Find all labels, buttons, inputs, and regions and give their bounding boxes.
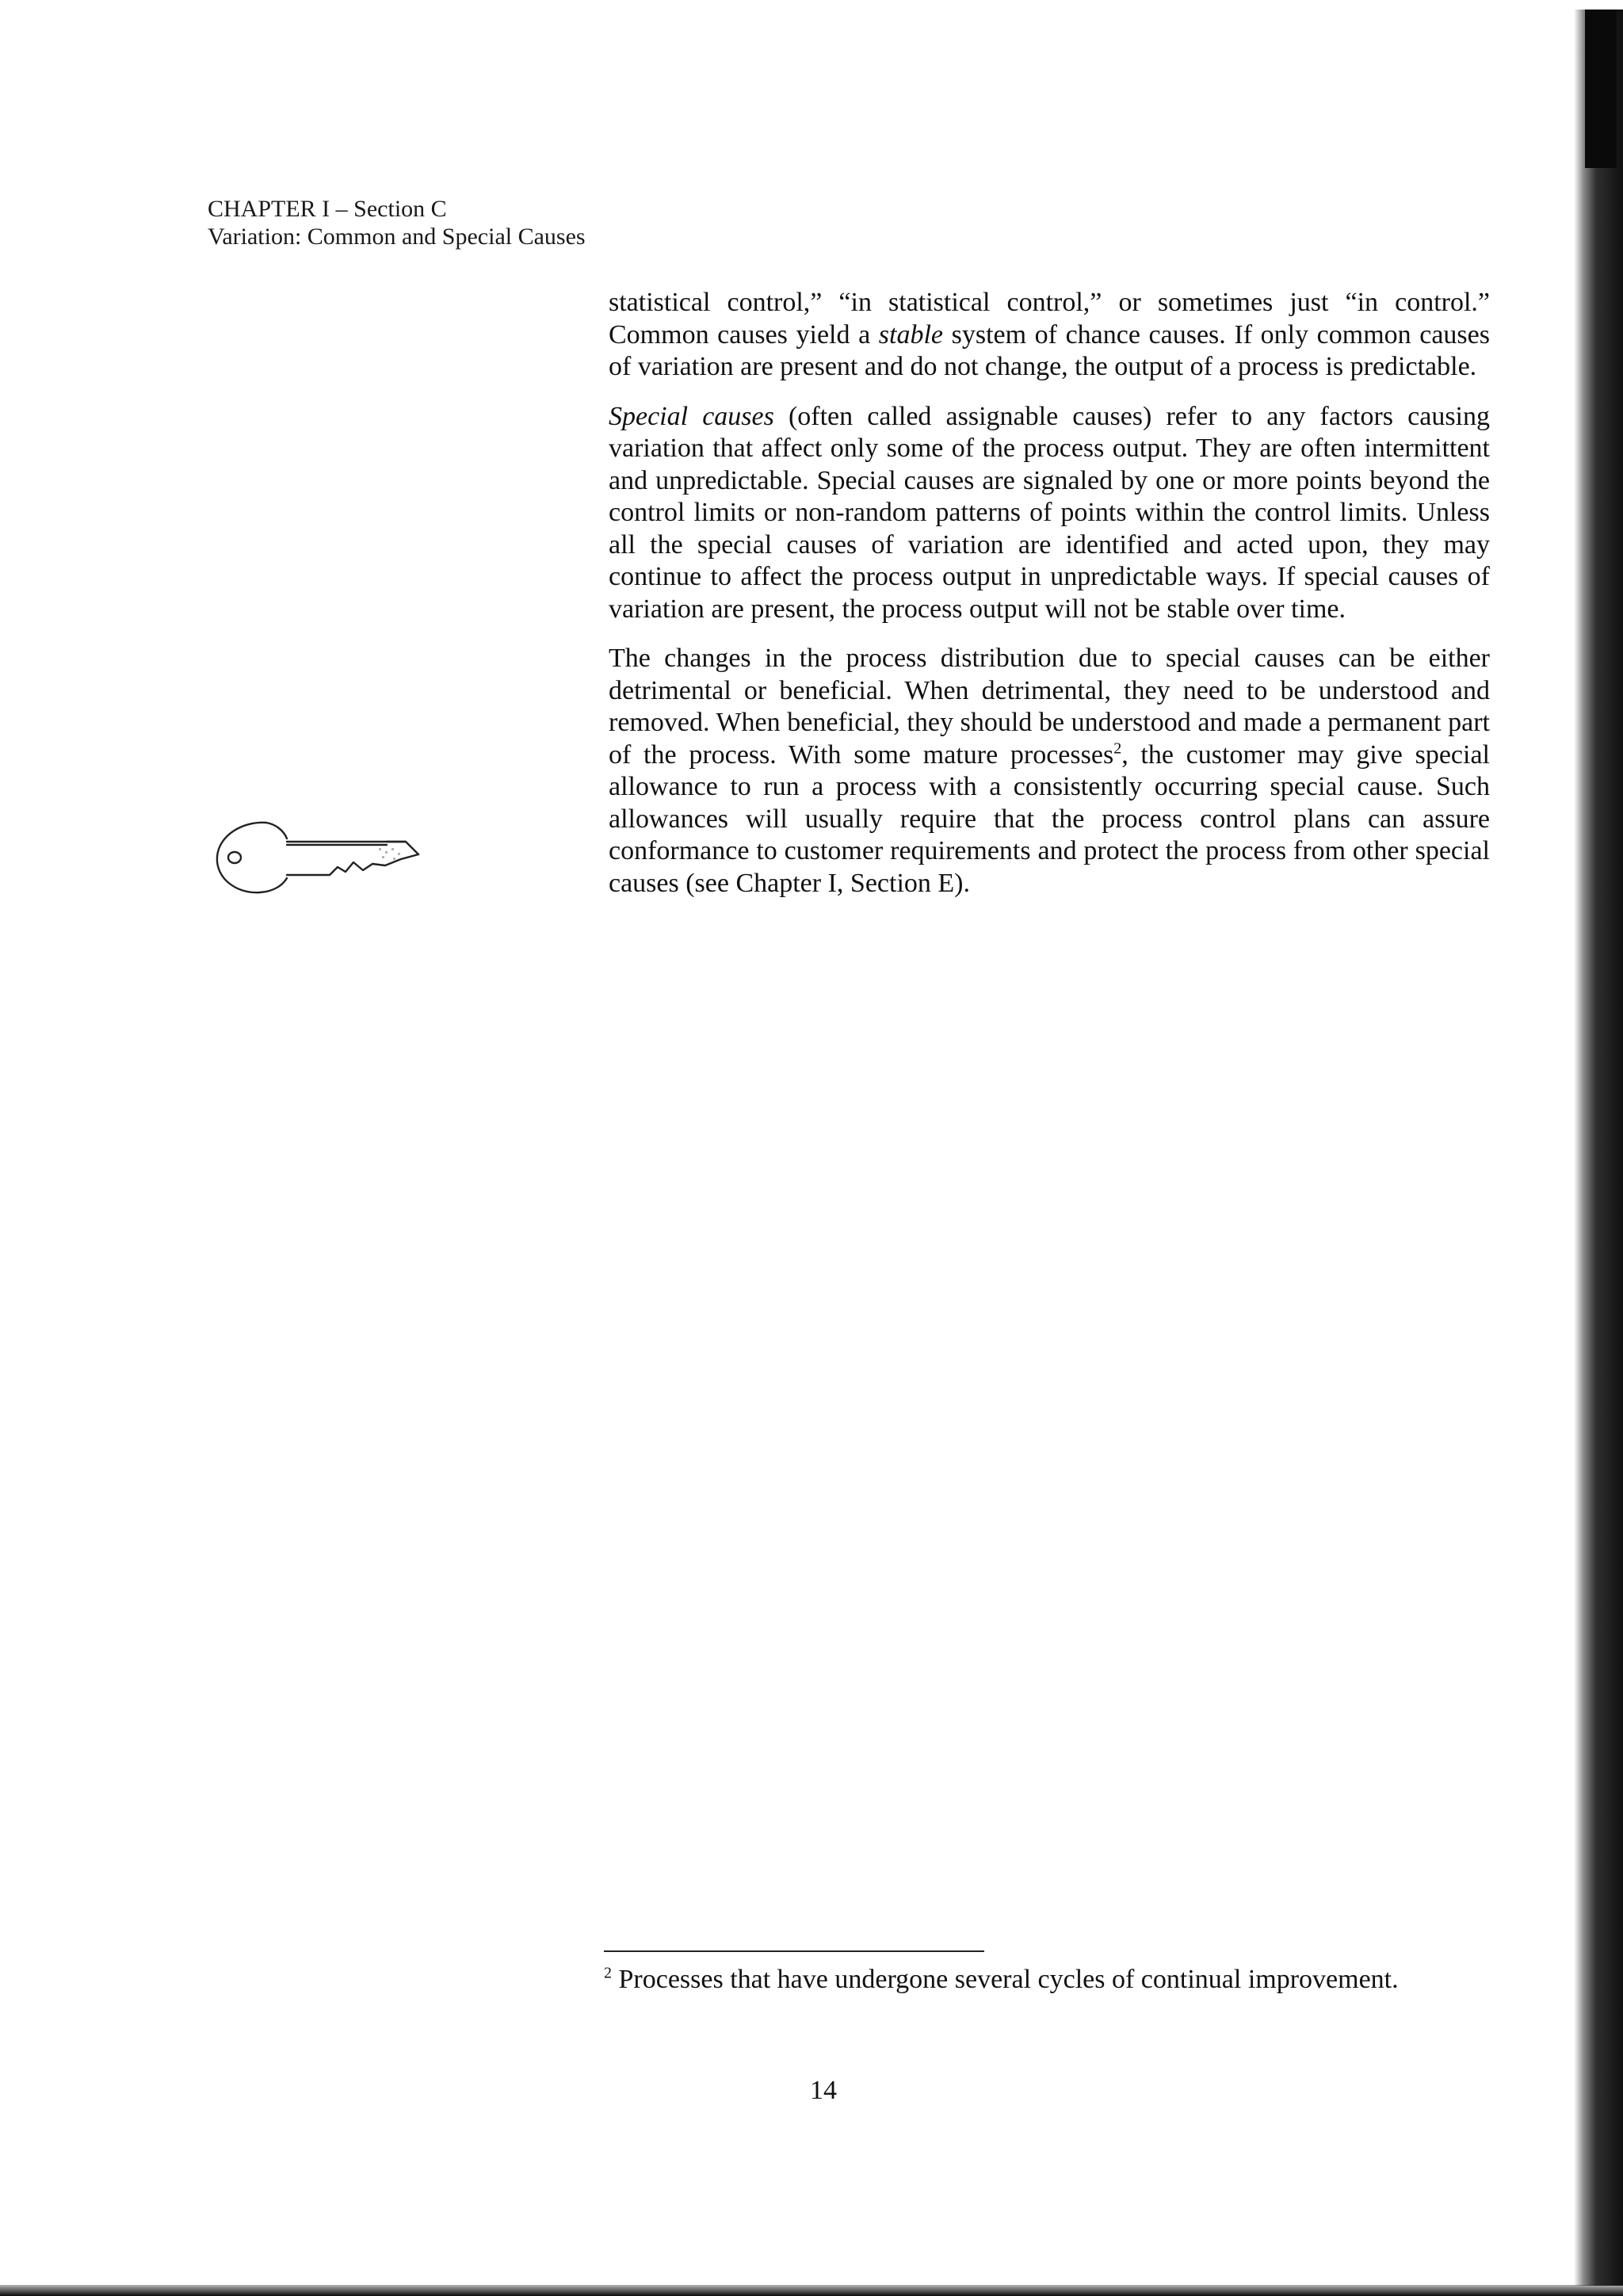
emphasis-stable: stable <box>878 319 943 350</box>
paragraph-common-causes <box>609 287 1490 384</box>
footnote-divider <box>604 1950 984 1952</box>
paragraph-text: system of chance causes. If only common causes of variation are present and do not change, the output of a process is predictable. <box>609 319 1490 381</box>
key-icon <box>211 813 423 900</box>
page-number: 14 <box>810 2076 837 2105</box>
scan-edge-shadow <box>1574 10 1623 2286</box>
footnote <box>604 1962 1399 1997</box>
paragraph-distribution-changes <box>609 643 1490 900</box>
scan-bottom-shadow <box>0 2285 1623 2296</box>
scan-edge-shadow-top <box>1585 10 1617 168</box>
running-head <box>208 195 586 250</box>
paragraph-text: , the customer may give special allowance to run a process with a consistently occurring special cause. Such allowances will usually require that the process control plans can assure conformance to customer requirements and protect the process from other special causes (see Chapter I, Section E). <box>609 739 1490 898</box>
chapter-section-label: CHAPTER I – Section C <box>208 196 447 222</box>
paragraph-text: statistical control,” “in statistical control,” or sometimes just “in control.” Common causes yield a <box>609 288 1490 350</box>
section-title: Variation: Common and Special Causes <box>208 223 586 250</box>
paragraph-text: The changes in the process distribution due to special causes can be either detrimental or beneficial. When detrimental, they need to be understood and removed. When beneficial, they should be understood and made a permanent part of the process. With some mature processes <box>609 644 1490 770</box>
paragraph-text: (often called assignable causes) refer to any factors causing variation that affect only some of the process output. They are often intermittent and unpredictable. Special causes are signaled by one or more points beyond the control limits or non-random patterns of points within the control limits. Unless all the special causes of variation are identified and acted upon, they may continue to affect the process output in unpredictable ways. If special causes of variation are present, the process output will not be stable over time. <box>609 401 1490 624</box>
paragraph-special-causes <box>609 401 1490 626</box>
footnote-reference[interactable]: 2 <box>1113 739 1122 758</box>
footnote-marker: 2 <box>604 1964 612 1982</box>
emphasis-special-causes: Special causes <box>609 401 774 431</box>
footnote-text: Processes that have undergone several cycles of continual improvement. <box>612 1965 1399 1994</box>
body-text <box>609 287 1490 917</box>
